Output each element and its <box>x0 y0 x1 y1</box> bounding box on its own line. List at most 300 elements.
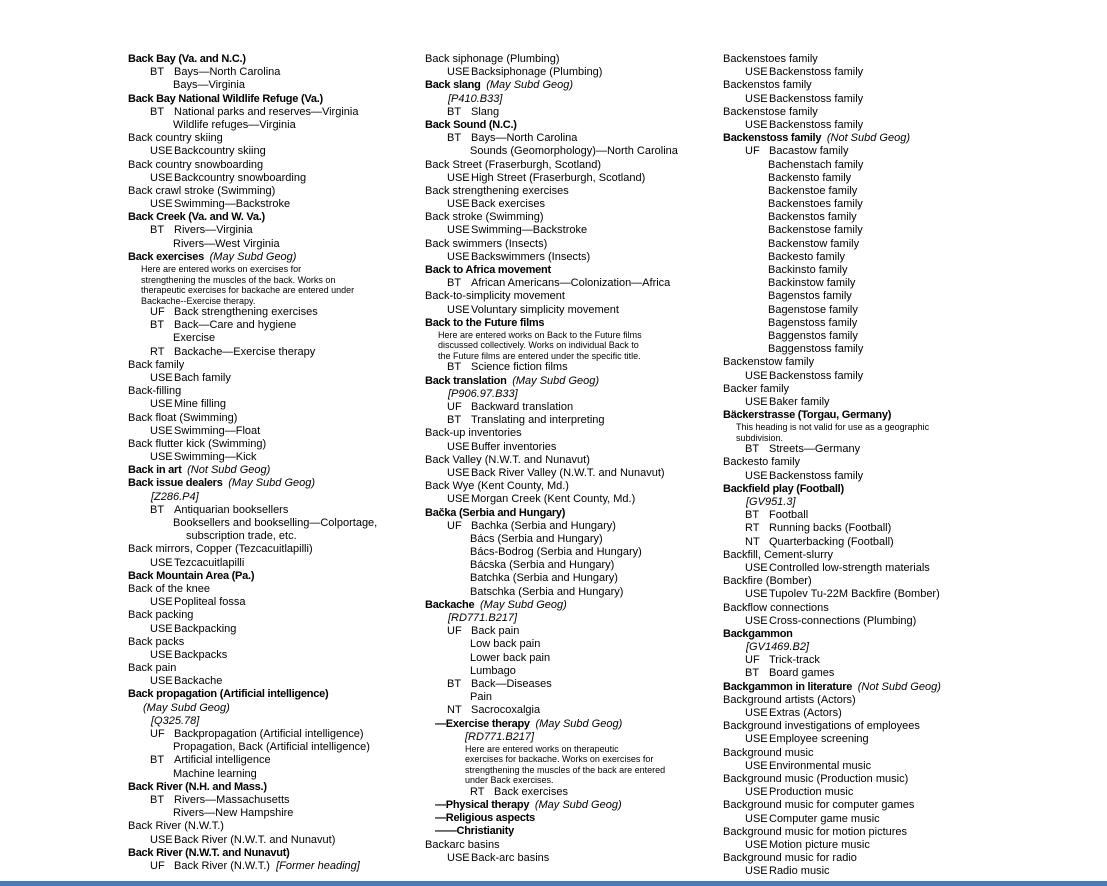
term-text: Board games <box>769 667 835 680</box>
term-text: subscription trade, etc. <box>186 530 297 543</box>
reference-line <box>723 93 1023 106</box>
reference-code: BT <box>447 277 462 290</box>
entry-line <box>425 290 717 303</box>
reference-code: USE <box>150 451 173 464</box>
entry-line <box>723 602 1023 615</box>
term-text: Background music for computer games <box>723 799 915 812</box>
reference-line <box>723 615 1023 628</box>
reference-line <box>128 398 418 411</box>
reference-code: USE <box>447 198 470 211</box>
reference-code: UF <box>447 519 462 532</box>
scope-note-line <box>425 775 717 786</box>
term-text: Backache--Exercise therapy. <box>141 295 256 306</box>
term-text: Production music <box>769 786 854 799</box>
term-text: Morgan Creek (Kent County, Md.) <box>471 493 636 506</box>
term-text: Background investigations of employees <box>723 720 920 733</box>
entry-line <box>128 517 418 530</box>
term-text: Back Bay National Wildlife Refuge (Va.) <box>128 92 323 105</box>
reference-code: UF <box>150 728 165 740</box>
term-text: exercises for backache. Works on exercises for <box>465 754 654 765</box>
term-text: Back Mountain Area (Pa.) <box>128 569 255 582</box>
reference-code: UF <box>447 401 462 413</box>
entry-line <box>128 636 418 649</box>
reference-code: USE <box>150 622 173 635</box>
term-text: Exercise <box>173 332 216 345</box>
entry-line <box>425 839 717 852</box>
term-text: strengthening the muscles of the back are entered <box>465 764 666 775</box>
entry-line <box>128 609 418 622</box>
term-text: African Americans—Colonization—Africa <box>471 277 671 290</box>
term-text: Backesto family <box>768 250 846 263</box>
term-text: Back packs <box>128 635 185 648</box>
term-text: (May Subd Geog) <box>143 701 230 714</box>
reference-line <box>425 224 717 237</box>
reference-line <box>723 145 1023 158</box>
term-text: Employee screening <box>769 733 869 746</box>
scope-note-line <box>128 275 418 286</box>
entry-line <box>425 572 717 585</box>
term-text: Back issue dealers <box>128 477 223 490</box>
reference-line <box>723 562 1023 575</box>
term-text: Backflow connections <box>723 601 829 614</box>
term-text: Backenstos family <box>768 211 857 224</box>
reference-code: RT <box>745 522 760 535</box>
reference-line <box>128 728 418 741</box>
term-text: Backenstow family <box>723 356 815 369</box>
index-column-1 <box>128 53 418 873</box>
term-text: Bacastow family <box>769 145 849 158</box>
heading-term <box>128 251 418 264</box>
heading-term <box>425 718 717 731</box>
heading-term <box>128 53 418 66</box>
term-text: Batchka (Serbia and Hungary) <box>470 572 618 585</box>
heading-term <box>723 681 1023 694</box>
term-text: Back siphonage (Plumbing) <box>425 53 560 65</box>
term-text: Back slang <box>425 79 481 92</box>
term-text: Backenstose family <box>723 105 818 118</box>
reference-code: USE <box>150 675 173 688</box>
reference-code: USE <box>745 614 768 627</box>
qualifier-line <box>425 731 717 744</box>
term-text: Rivers—New Hampshire <box>173 807 294 820</box>
term-text: Backenstos family <box>723 79 812 92</box>
reference-code: BT <box>447 132 462 145</box>
term-text: Lower back pain <box>470 651 551 664</box>
reference-line <box>128 346 418 359</box>
reference-code: NT <box>745 535 760 548</box>
reference-code: USE <box>150 833 173 846</box>
term-text: Quarterbacking (Football) <box>769 535 894 548</box>
scope-note-line <box>425 330 717 341</box>
heading-term <box>425 825 717 838</box>
term-text: Streets—Germany <box>769 443 861 456</box>
scope-note-line <box>723 433 1023 444</box>
term-text: Back packing <box>128 609 194 622</box>
subdivision-note: (Not Subd Geog) <box>857 680 941 693</box>
entry-line <box>128 185 418 198</box>
scope-note-line <box>723 422 1023 433</box>
term-text: Controlled low-strength materials <box>769 561 930 574</box>
term-text: Back-filling <box>128 385 182 398</box>
term-text: Backenstoss family <box>769 66 864 79</box>
term-text: [Z286.P4] <box>151 490 199 503</box>
reference-line <box>128 145 418 158</box>
entry-line <box>425 665 717 678</box>
term-text: Back exercises <box>471 198 545 211</box>
term-text: Back of the knee <box>128 582 210 595</box>
term-text: Back pain <box>128 662 177 675</box>
term-text: Backache <box>174 675 223 688</box>
term-text: subdivision. <box>736 432 784 443</box>
reference-code: USE <box>745 812 768 825</box>
reference-line <box>128 834 418 847</box>
term-text: —Religious aspects <box>435 812 536 825</box>
subdivision-note: (May Subd Geog) <box>486 79 574 92</box>
term-text: [RD771.B217] <box>465 730 535 743</box>
entry-line <box>425 533 717 546</box>
reference-line <box>425 441 717 454</box>
reference-line <box>723 588 1023 601</box>
term-text: Backfield play (Football) <box>723 482 844 495</box>
term-text: Here are entered works on Back to the Future films <box>438 329 642 340</box>
entry-line <box>723 159 1023 172</box>
reference-line <box>723 733 1023 746</box>
entry-line <box>128 119 418 132</box>
reference-line <box>723 839 1023 852</box>
qualifier-line <box>128 702 418 715</box>
reference-line <box>425 66 717 79</box>
entry-line <box>723 575 1023 588</box>
term-text: Backenstoss family <box>723 132 822 145</box>
qualifier-line <box>128 715 418 728</box>
scope-note-line <box>425 744 717 755</box>
term-text: Back in art <box>128 464 182 477</box>
term-text: Backinsto family <box>768 264 848 276</box>
reference-code: RT <box>150 345 165 358</box>
reference-line <box>723 370 1023 383</box>
entry-line <box>723 456 1023 469</box>
reference-code: USE <box>150 398 173 411</box>
entry-line <box>723 238 1023 251</box>
reference-code: USE <box>745 759 768 772</box>
reference-line <box>128 649 418 662</box>
reference-code: USE <box>745 733 768 746</box>
term-text: Swimming—Kick <box>174 451 257 464</box>
entry-line <box>425 691 717 704</box>
index-column-3 <box>723 53 1023 878</box>
reference-line <box>425 361 717 374</box>
term-text: Background music for motion pictures <box>723 825 908 838</box>
term-text: Baggenstos family <box>768 329 858 342</box>
reference-code: UF <box>447 625 462 638</box>
term-text: Back River Valley (N.W.T. and Nunavut) <box>471 466 665 479</box>
term-text: Back swimmers (Insects) <box>425 237 548 250</box>
entry-line <box>723 304 1023 317</box>
term-text: Bagenstose family <box>768 303 858 316</box>
reference-code: BT <box>150 319 165 332</box>
reference-code: BT <box>150 503 165 516</box>
term-text: Antiquarian booksellers <box>174 503 289 516</box>
entry-line <box>128 438 418 451</box>
term-text: Back strengthening exercises <box>425 184 569 197</box>
term-text: Backfill, Cement-slurry <box>723 548 834 561</box>
heading-term <box>425 79 717 92</box>
reference-line <box>723 509 1023 522</box>
entry-line <box>128 385 418 398</box>
reference-line <box>128 66 418 79</box>
reference-code: BT <box>447 414 462 427</box>
reference-line <box>128 106 418 119</box>
reference-line <box>723 470 1023 483</box>
term-text: [GV1469.B2] <box>746 641 809 654</box>
term-text: Back country snowboarding <box>128 158 264 171</box>
entry-line <box>425 159 717 172</box>
reference-code: USE <box>150 424 173 437</box>
term-text: National parks and reserves—Virginia <box>174 105 359 118</box>
reference-code: UF <box>150 306 165 318</box>
reference-code: USE <box>745 707 768 719</box>
entry-line <box>128 543 418 556</box>
term-text: Mine filling <box>174 398 226 411</box>
term-text: Backache <box>425 598 475 611</box>
term-text: High Street (Fraserburgh, Scotland) <box>471 171 646 184</box>
term-text: Back Sound (N.C.) <box>425 118 517 131</box>
term-text: Rivers—West Virginia <box>173 237 280 250</box>
reference-code: USE <box>150 596 173 609</box>
term-text: Back to Africa movement <box>425 264 551 276</box>
scope-note-line <box>128 296 418 307</box>
term-text: Extras (Actors) <box>769 707 842 719</box>
term-text: Lumbago <box>470 664 516 677</box>
term-text: Backcountry skiing <box>174 145 266 158</box>
entry-line <box>425 238 717 251</box>
heading-term <box>723 409 1023 422</box>
entry-line <box>128 132 418 145</box>
reference-line <box>128 306 418 319</box>
term-text: Back River (N.W.T.) <box>128 820 224 833</box>
term-text: Back stroke (Swimming) <box>425 211 544 224</box>
entry-line <box>425 185 717 198</box>
term-text: Swimming—Float <box>174 424 261 437</box>
term-text: Background music <box>723 746 814 759</box>
reference-code: BT <box>745 443 760 456</box>
reference-line <box>425 493 717 506</box>
term-text: Backenstose family <box>768 224 863 237</box>
reference-code: USE <box>745 469 768 482</box>
term-text: Back Street (Fraserburgh, Scotland) <box>425 158 602 171</box>
reference-line <box>128 623 418 636</box>
term-text: Back exercises <box>494 785 568 798</box>
heading-term <box>425 812 717 825</box>
term-text: Back-up inventories <box>425 427 522 440</box>
reference-line <box>723 522 1023 535</box>
term-text: discussed collectively. Works on individual Back to <box>438 340 639 351</box>
scope-note-line <box>425 765 717 776</box>
term-text: Back River (N.W.T.) <box>174 859 270 872</box>
reference-code: USE <box>745 865 768 878</box>
reference-line <box>425 414 717 427</box>
entry-line <box>425 211 717 224</box>
entry-line <box>723 185 1023 198</box>
term-text: Machine learning <box>173 767 257 780</box>
reference-code: USE <box>447 250 470 263</box>
qualifier-line <box>128 491 418 504</box>
subdivision-note: (May Subd Geog) <box>534 799 622 812</box>
heading-term <box>128 570 418 583</box>
term-text: Rivers—Virginia <box>174 224 253 237</box>
reference-code: UF <box>745 145 760 158</box>
reference-code: USE <box>447 466 470 479</box>
reference-line <box>425 401 717 414</box>
entry-line <box>723 852 1023 865</box>
term-text: Back flutter kick (Swimming) <box>128 437 267 450</box>
term-text: Backesto family <box>723 456 801 469</box>
entry-line <box>723 106 1023 119</box>
term-text: the Future films are entered under the specific title. <box>438 350 641 361</box>
entry-line <box>128 583 418 596</box>
entry-line <box>723 747 1023 760</box>
term-text: Back River (N.H. and Mass.) <box>128 780 267 793</box>
entry-line <box>723 343 1023 356</box>
term-text: Environmental music <box>769 759 872 772</box>
entry-line <box>425 546 717 559</box>
term-text: Bachka (Serbia and Hungary) <box>471 519 616 532</box>
reference-line <box>128 596 418 609</box>
term-text: therapeutic exercises for backache are entered under <box>141 285 355 295</box>
reference-line <box>723 396 1023 409</box>
term-text: Back family <box>128 358 185 371</box>
reference-line <box>723 865 1023 878</box>
term-text: Backenstoss family <box>769 469 864 482</box>
term-text: Back strengthening exercises <box>174 306 318 318</box>
reference-code: RT <box>470 785 485 798</box>
term-text: Backward translation <box>471 401 574 413</box>
term-text: Here are entered works on exercises for <box>141 264 302 274</box>
entry-line <box>723 383 1023 396</box>
term-text: Backensto family <box>768 171 852 184</box>
term-text: Computer game music <box>769 812 880 825</box>
subdivision-note: (Not Subd Geog) <box>826 132 910 145</box>
reference-line <box>425 172 717 185</box>
term-text: Wildlife refuges—Virginia <box>173 118 296 131</box>
term-text: Bays—North Carolina <box>471 132 578 145</box>
entry-line <box>128 159 418 172</box>
term-text: Running backs (Football) <box>769 522 892 535</box>
entry-line <box>128 820 418 833</box>
heading-term <box>128 464 418 477</box>
reference-line <box>128 557 418 570</box>
reference-code: BT <box>150 224 165 237</box>
entry-line <box>425 559 717 572</box>
qualifier-line <box>425 93 717 106</box>
reference-line <box>425 520 717 533</box>
reference-line <box>128 224 418 237</box>
page-bottom-edge <box>0 881 1107 886</box>
term-text: [GV951.3] <box>746 496 796 508</box>
entry-line <box>425 586 717 599</box>
entry-line <box>128 359 418 372</box>
term-text: This heading is not valid for use as a geographic <box>736 422 930 433</box>
subdivision-note: (May Subd Geog) <box>535 717 623 730</box>
term-text: Motion picture music <box>769 838 870 851</box>
reference-line <box>128 425 418 438</box>
term-text: Slang <box>471 105 500 118</box>
term-text: Low back pain <box>470 638 541 651</box>
entry-line <box>128 332 418 345</box>
term-text: Bachenstach family <box>768 158 864 171</box>
reference-line <box>425 277 717 290</box>
reference-line <box>425 852 717 865</box>
term-text: strengthening the muscles of the back. Works on <box>141 274 336 285</box>
entry-line <box>128 741 418 754</box>
entry-line <box>425 480 717 493</box>
entry-line <box>723 290 1023 303</box>
term-text: Radio music <box>769 865 830 878</box>
entry-line <box>723 264 1023 277</box>
term-text: Backsiphonage (Plumbing) <box>471 66 603 79</box>
heading-term <box>128 211 418 224</box>
qualifier-line <box>723 496 1023 509</box>
entry-line <box>425 638 717 651</box>
term-text: Backenstow family <box>768 237 860 250</box>
reference-line <box>723 707 1023 720</box>
term-text: Swimming—Backstroke <box>174 198 291 211</box>
term-text: Back Creek (Va. and W. Va.) <box>128 211 265 224</box>
entry-line <box>723 277 1023 290</box>
subdivision-note: (May Subd Geog) <box>209 250 297 263</box>
reference-line <box>128 860 418 873</box>
entry-line <box>723 224 1023 237</box>
term-text: Trick-track <box>769 654 820 667</box>
reference-line <box>425 304 717 317</box>
term-text: Backfire (Bomber) <box>723 575 812 588</box>
scope-note-line <box>425 340 717 351</box>
term-text: Bačka (Serbia and Hungary) <box>425 506 566 519</box>
heading-term <box>425 375 717 388</box>
term-text: Swimming—Backstroke <box>471 224 588 237</box>
reference-line <box>425 198 717 211</box>
reference-line <box>425 106 717 119</box>
scope-note-line <box>425 351 717 362</box>
term-text: Artificial intelligence <box>174 754 271 767</box>
heading-term <box>425 264 717 277</box>
term-text: Bays—Virginia <box>173 79 245 92</box>
reference-code: BT <box>447 361 462 374</box>
term-text: Backcountry snowboarding <box>174 171 307 184</box>
term-text: Back Wye (Kent County, Md.) <box>425 480 569 493</box>
reference-code: BT <box>150 66 165 79</box>
term-text: Backache—Exercise therapy <box>174 345 316 358</box>
term-text: Bács (Serbia and Hungary) <box>470 532 603 545</box>
term-text: Buffer inventories <box>471 440 557 453</box>
reference-line <box>128 451 418 464</box>
term-text: Backpropagation (Artificial intelligence) <box>174 728 364 740</box>
term-text: Baggenstoss family <box>768 343 864 356</box>
term-text: Back to the Future films <box>425 316 545 329</box>
reference-code: USE <box>745 786 768 799</box>
term-text: Back exercises <box>128 250 205 263</box>
term-text: Backgammon <box>723 627 793 640</box>
entry-line <box>723 356 1023 369</box>
term-text: Back Bay (Va. and N.C.) <box>128 53 246 65</box>
entry-line <box>723 694 1023 707</box>
term-text: [P410.B33] <box>448 92 503 105</box>
term-text: Backenstoss family <box>769 369 864 382</box>
reference-line <box>425 251 717 264</box>
reference-code: USE <box>150 648 173 661</box>
term-text: Backgammon in literature <box>723 680 853 693</box>
term-text: Back-to-simplicity movement <box>425 290 565 303</box>
